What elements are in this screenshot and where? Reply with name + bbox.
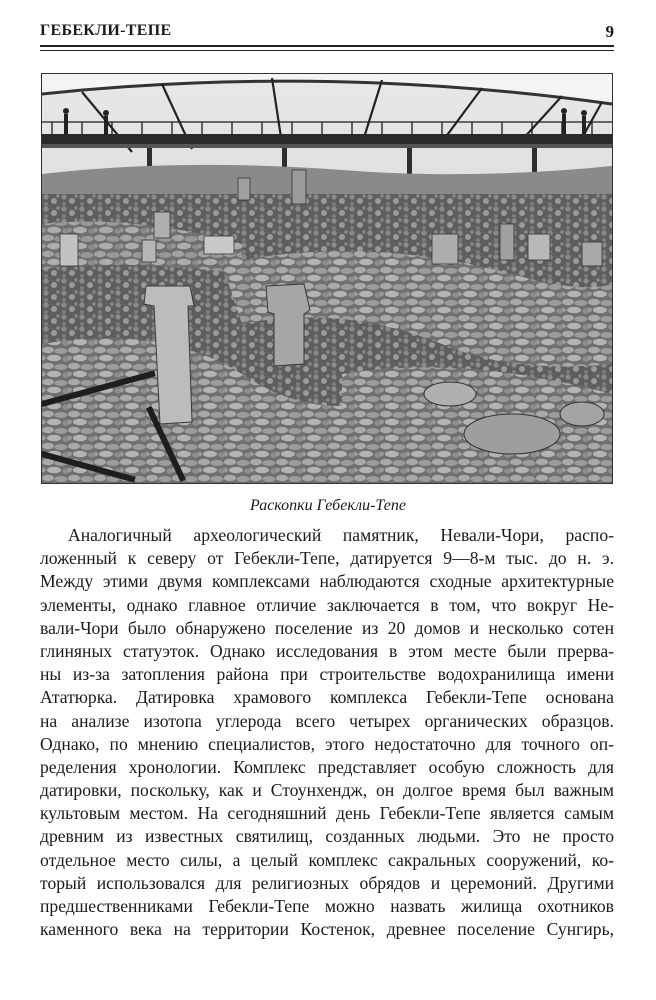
text-line: Между этими двумя комплексами наблюдаются сходные архитектурные [40, 571, 614, 592]
text-line: торый использовался для религиозных обрядов и церемоний. Другими [40, 872, 614, 893]
page-number: 9 [605, 22, 614, 41]
text-line: предшественниками Гебекли-Тепе можно назвать жилища охотников [40, 896, 614, 916]
text-line: отдельное место силы, а целый комплекс сакральных сооружений, ко- [40, 849, 614, 870]
text-line: ны из-за затопления района при строительстве водохранилища имени [40, 664, 614, 685]
text-line: на анализе изотопа углерода всего четырех органических образцов. [40, 710, 614, 731]
text-line: Аналогичный археологический памятник, Невали-Чори, распо- [68, 525, 614, 545]
text-line: Ататюрка. Датировка храмового комплекса Гебекли-Тепе основана [40, 687, 614, 708]
excavation-photo [41, 73, 613, 484]
header-rule-thick [40, 45, 614, 47]
text-line: вали-Чори было обнаружено поселение из 20 домов и несколько сотен [40, 617, 614, 638]
text-line: глиняных статуэток. Однако исследования в этом месте были прерва- [40, 640, 614, 661]
running-header [40, 22, 614, 44]
text-line: культовым местом. На сегодняшний день Гебекли-Тепе является самым [40, 803, 614, 824]
text-line: древним из известных святилищ, созданных людьми. Это не просто [40, 826, 614, 847]
text-line: каменного века на территории Костенок, древнее поселение Сунгирь, [40, 919, 614, 940]
header-rule-thin [40, 50, 614, 51]
body-paragraph [40, 524, 614, 941]
running-title: ГЕБЕКЛИ-ТЕПЕ [40, 22, 172, 39]
text-line: датировки, поскольку, как и Стоунхендж, он долгое время был важным [40, 780, 614, 801]
text-line: ложенный к северу от Гебекли-Тепе, датируется 9—8-м тыс. до н. э. [40, 548, 614, 569]
figure-caption: Раскопки Гебекли-Тепе [250, 497, 406, 514]
text-line: Однако, по мнению специалистов, этого недостаточно для точного оп- [40, 733, 614, 754]
text-line: элементы, однако главное отличие заключается в том, что вокруг Не- [40, 594, 614, 615]
text-line: ределения хронологии. Комплекс представляет особую сложность для [40, 756, 614, 777]
